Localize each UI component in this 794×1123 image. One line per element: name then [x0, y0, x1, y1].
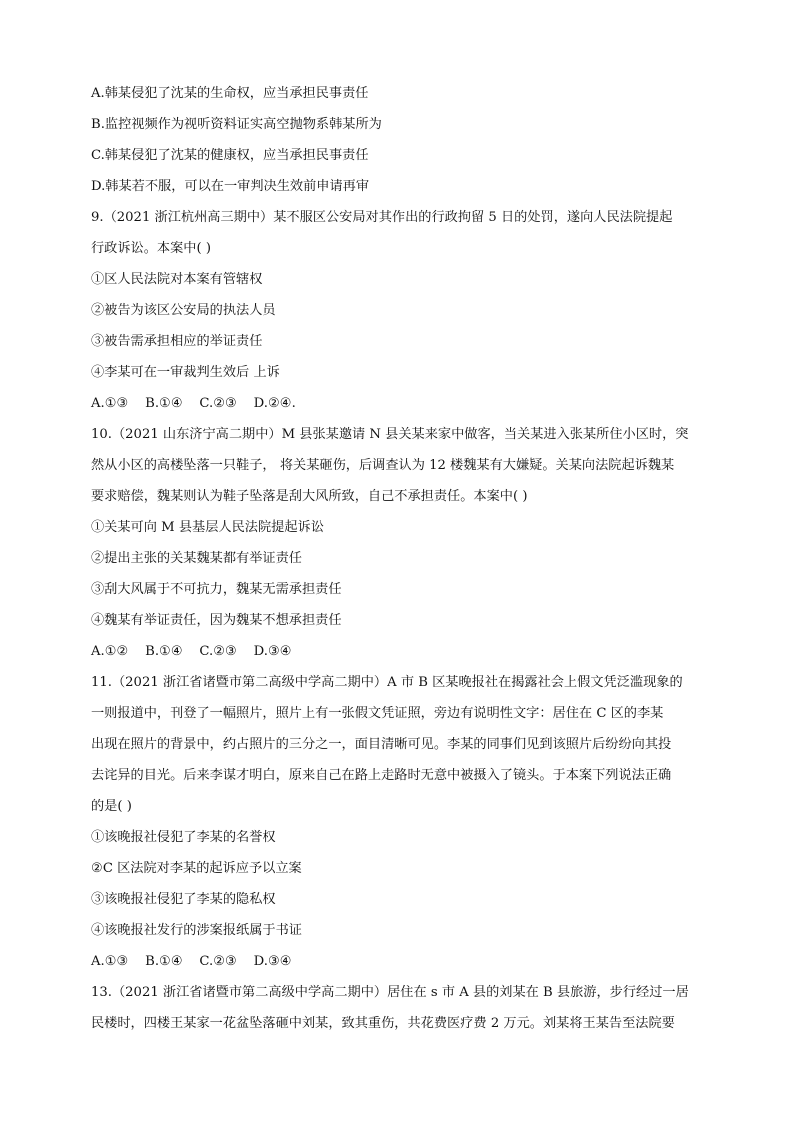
question-10-statement-4: ④魏某有举证责任，因为魏某不想承担责任 [91, 613, 342, 628]
option-b-prev: B.监控视频作为视听资料证实高空抛物系韩某所为 [91, 117, 382, 132]
question-11-statement-4: ④该晚报社发行的涉案报纸属于书证 [91, 923, 302, 938]
question-10-statement-3: ③刮大风属于不可抗力，魏某无需承担责任 [91, 582, 342, 597]
question-9-statement-1: ①区人民法院对本案有管辖权 [91, 272, 263, 287]
question-9-answers: A.①③ B.①④ C.②③ D.②④. [91, 396, 296, 411]
question-11-stem-line-2: 一则报道中，刊登了一幅照片，照片上有一张假文凭证照，旁边有说明性文字：居住在 C 区的李某 [91, 706, 664, 721]
option-d-prev: D.韩某若不服，可以在一审判决生效前申请再审 [91, 179, 370, 194]
question-13-stem-line-2: 民楼时，四楼王某家一花盆坠落砸中刘某，致其重伤，共花费医疗费 2 万元。刘某将王某告至法院要 [91, 1016, 675, 1031]
question-10-statement-2: ②提出主张的关某魏某都有举证责任 [91, 551, 302, 566]
question-11-stem-line-1: 11.（2021 浙江省诸暨市第二高级中学高二期中）A 市 B 区某晚报社在揭露社会上假文凭泛滥现象的 [91, 675, 683, 690]
question-10-answers: A.①② B.①④ C.②③ D.③④ [91, 644, 292, 659]
question-10-stem-line-3: 要求赔偿，魏某则认为鞋子坠落是刮大风所致，自己不承担责任。本案中( ) [91, 489, 528, 504]
question-13-stem-line-1: 13.（2021 浙江省诸暨市第二高级中学高二期中）居住在 s 市 A 县的刘某在 B 县旅游，步行经过一居 [91, 985, 689, 1000]
question-9-statement-2: ②被告为该区公安局的执法人员 [91, 303, 276, 318]
option-c-prev: C.韩某侵犯了沈某的健康权，应当承担民事责任 [91, 148, 369, 163]
question-11-statement-1: ①该晚报社侵犯了李某的名誉权 [91, 830, 276, 845]
question-9-statement-3: ③被告需承担相应的举证责任 [91, 334, 263, 349]
question-9-stem-line-2: 行政诉讼。本案中( ) [91, 241, 211, 256]
question-11-statement-2: ②C 区法院对李某的起诉应予以立案 [91, 861, 302, 876]
option-a-prev: A.韩某侵犯了沈某的生命权，应当承担民事责任 [91, 86, 369, 101]
question-11-stem-line-5: 的是( ) [91, 799, 132, 814]
question-9-stem-line-1: 9.（2021 浙江杭州高三期中）某不服区公安局对其作出的行政拘留 5 日的处罚，遂向人民法院提起 [91, 210, 673, 225]
question-11-statement-3: ③该晚报社侵犯了李某的隐私权 [91, 892, 276, 907]
question-text-block [91, 78, 711, 1039]
question-11-answers: A.①③ B.①④ C.②③ D.③④ [91, 954, 292, 969]
question-11-stem-line-3: 出现在照片的背景中，约占照片的三分之一，面目清晰可见。李某的同事们见到该照片后纷纷向其投 [91, 737, 672, 752]
question-10-stem-line-2: 然从小区的高楼坠落一只鞋子， 将关某砸伤，后调查认为 12 楼魏某有大嫌疑。关某向法院起诉魏某 [91, 458, 675, 473]
question-10-stem-line-1: 10.（2021 山东济宁高二期中）M 县张某邀请 N 县关某来家中做客，当关某进入张某所住小区时，突 [91, 427, 689, 442]
question-11-stem-line-4: 去诧异的目光。后来李谋才明白，原来自己在路上走路时无意中被摄入了镜头。于本案下列说法正确 [91, 768, 672, 783]
question-9-statement-4: ④李某可在一审裁判生效后 上诉 [91, 365, 280, 380]
question-10-statement-1: ①关某可向 M 县基层人民法院提起诉讼 [91, 520, 324, 535]
